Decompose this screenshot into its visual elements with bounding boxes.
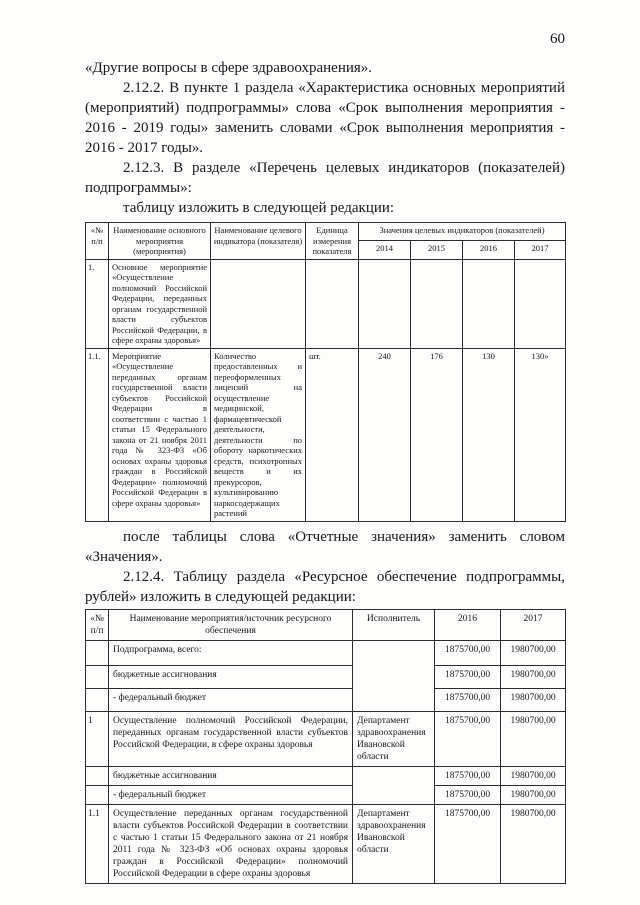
cell-source-name: бюджетные ассигнования — [109, 665, 353, 688]
cell-executor — [353, 766, 435, 804]
paragraph-2-12-4: 2.12.4. Таблицу раздела «Ресурсное обеспечение подпрограммы, рублей» изложить в следующей редакции: — [85, 568, 565, 605]
cell-source-name: - федеральный бюджет — [109, 688, 353, 711]
table-row — [86, 688, 566, 711]
cell-amount-2017: 1980700,00 — [501, 785, 566, 804]
cell-amount-2017: 1980700,00 — [501, 665, 566, 688]
header-cell-measure-name: Наименование основного мероприятия (мероприятия) — [109, 223, 211, 260]
header-cell-num: «№ п/п — [86, 223, 109, 260]
resources-table — [85, 609, 566, 884]
header-cell-indicator-name: Наименование целевого индикатора (показателя) — [211, 223, 306, 260]
cell-amount-2017: 1980700,00 — [501, 688, 566, 711]
cell-num — [86, 785, 109, 804]
cell-amount-2017: 1980700,00 — [501, 640, 566, 665]
cell-value-2014 — [359, 259, 411, 348]
page-number: 60 — [550, 31, 565, 47]
table-row — [86, 665, 566, 688]
cell-unit: шт. — [306, 348, 359, 521]
cell-source-name: - федеральный бюджет — [109, 785, 353, 804]
page-content — [85, 58, 565, 884]
header-cell-year-2015: 2015 — [411, 241, 463, 259]
cell-amount-2016: 1875700,00 — [435, 766, 501, 785]
table-row — [86, 804, 566, 883]
cell-num — [86, 665, 109, 688]
cell-executor: Департамент здравоохранения Ивановской области — [353, 711, 435, 766]
header-cell-year-2014: 2014 — [359, 241, 411, 259]
header-cell-source-name: Наименование мероприятия/источник ресурсного обеспечения — [109, 609, 353, 640]
paragraph-after-table: после таблицы слова «Отчетные значения» заменить словом «Значения». — [85, 528, 565, 565]
cell-source-name: Подпрограмма, всего: — [109, 640, 353, 665]
paragraph-2-12-2: 2.12.2. В пункте 1 раздела «Характеристика основных мероприятий (мероприятий) подпрограммы» слова «Срок выполнения мероприятия - 2016 - 2019 годы» заменить словами «Срок выполнения мероприятия - 2016 - 2017 годы». — [85, 80, 565, 156]
cell-executor: Департамент здравоохранения Ивановской области — [353, 804, 435, 883]
table-row — [86, 711, 566, 766]
cell-indicator-name — [211, 259, 306, 348]
cell-amount-2016: 1875700,00 — [435, 640, 501, 665]
header-cell-year-2016: 2016 — [435, 609, 501, 640]
cell-value-2015: 176 — [411, 348, 463, 521]
cell-num: 1 — [86, 711, 109, 766]
header-cell-year-2017: 2017 — [501, 609, 566, 640]
cell-amount-2016: 1875700,00 — [435, 688, 501, 711]
cell-source-name: бюджетные ассигнования — [109, 766, 353, 785]
header-cell-year-2016: 2016 — [463, 241, 515, 259]
cell-num: 1.1 — [86, 804, 109, 883]
cell-amount-2017: 1980700,00 — [501, 766, 566, 785]
cell-amount-2016: 1875700,00 — [435, 785, 501, 804]
cell-value-2017 — [515, 259, 566, 348]
cell-amount-2016: 1875700,00 — [435, 804, 501, 883]
cell-num — [86, 766, 109, 785]
indicators-table-header-row — [86, 223, 566, 241]
cell-value-2014: 240 — [359, 348, 411, 521]
cell-num — [86, 688, 109, 711]
cell-unit — [306, 259, 359, 348]
cell-value-2016: 130 — [463, 348, 515, 521]
cell-value-2016 — [463, 259, 515, 348]
table-row — [86, 640, 566, 665]
table-row — [86, 348, 566, 521]
indicators-table — [85, 222, 566, 522]
header-cell-values-group: Значения целевых индикаторов (показателей) — [359, 223, 566, 241]
header-cell-num: «№ п/п — [86, 609, 109, 640]
cell-source-name: Осуществление переданных органам государственной власти субъектов Российской Федерации в соответствии с частью 1 статьи 15 Федерального закона от 21 ноября 2011 года № 323-ФЗ «Об основах охраны здоровья граждан в Российской Федерации» полномочий Российской Федерации в сфере охраны здоровья — [109, 804, 353, 883]
header-cell-year-2017: 2017 — [515, 241, 566, 259]
table-row — [86, 785, 566, 804]
cell-num: 1. — [86, 259, 109, 348]
header-cell-executor: Исполнитель — [353, 609, 435, 640]
table-row — [86, 766, 566, 785]
cell-measure-name: Мероприятие «Осуществление переданных органам государственной власти субъектов Российской Федерации в соответствии с частью 1 статьи 15 Федерального закона от 21 ноября 2011 года № 323-ФЗ «Об основах охраны здоровья граждан в Российской Федерации» полномочий Российской Федерации в сфере охраны здоровья» — [109, 348, 211, 521]
cell-num: 1.1. — [86, 348, 109, 521]
cell-amount-2017: 1980700,00 — [501, 711, 566, 766]
paragraph-table-intro: таблицу изложить в следующей редакции: — [123, 200, 395, 216]
header-cell-unit: Единица измерения показателя — [306, 223, 359, 260]
cell-num — [86, 640, 109, 665]
resources-table-header-row — [86, 609, 566, 640]
cell-amount-2016: 1875700,00 — [435, 665, 501, 688]
cell-value-2017: 130» — [515, 348, 566, 521]
mid-paragraphs — [85, 527, 565, 607]
cell-amount-2017: 1980700,00 — [501, 804, 566, 883]
cell-measure-name: Основное мероприятие «Осуществление полномочий Российской Федерации, переданных органам государственной власти субъектов Российской Федерации, в сфере охраны здоровья» — [109, 259, 211, 348]
cell-executor — [353, 640, 435, 711]
cell-source-name: Осуществление полномочий Российской Федерации, переданных органам государственной власти субъектов Российской Федерации, в сфере охраны здоровья — [109, 711, 353, 766]
paragraph-2-12-3: 2.12.3. В разделе «Перечень целевых индикаторов (показателей) подпрограммы»: — [85, 160, 565, 196]
table-row — [86, 259, 566, 348]
cell-value-2015 — [411, 259, 463, 348]
cell-indicator-name: Количество предоставленных и переоформленных лицензий на осуществление медицинской, фармацевтической деятельности, деятельности по обороту наркотических средств, психотропных веществ и их прекурсоров, культивированию наркосодержащих растений — [211, 348, 306, 521]
cell-amount-2016: 1875700,00 — [435, 711, 501, 766]
paragraph-other-questions: «Другие вопросы в сфере здравоохранения». — [85, 60, 373, 76]
